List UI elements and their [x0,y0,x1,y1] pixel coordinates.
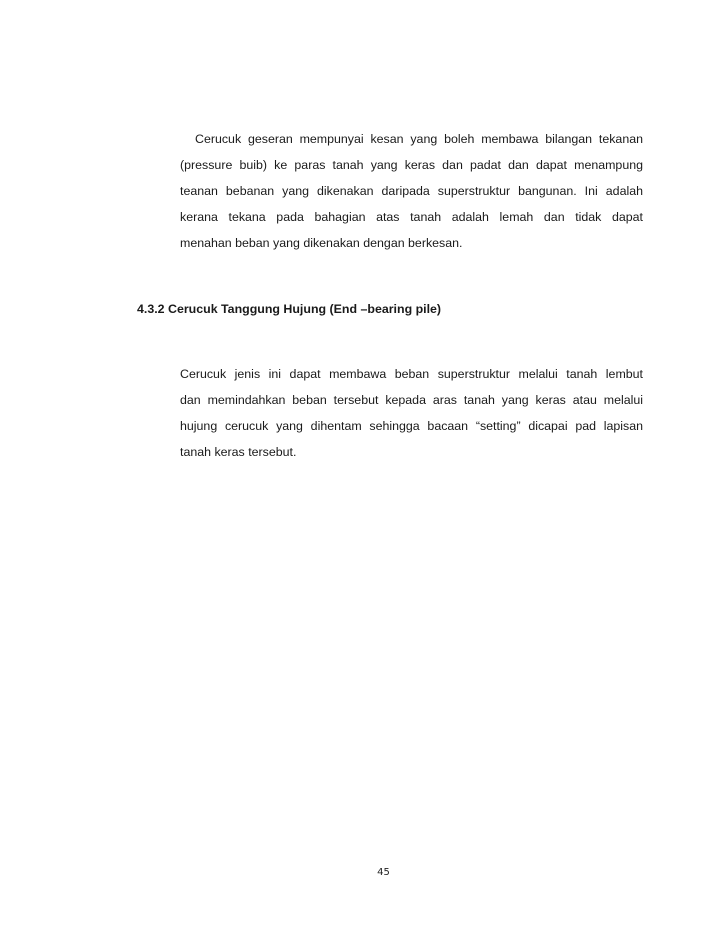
paragraph-line: Cerucuk jenis ini dapat membawa beban superstruktur melalui tanah lembut [180,367,643,381]
paragraph-line: menahan beban yang dikenakan dengan berkesan. [180,236,463,250]
page-number: 45 [377,867,390,878]
paragraph-line: Cerucuk geseran mempunyai kesan yang boleh membawa bilangan tekanan [195,132,643,146]
section-heading: 4.3.2 Cerucuk Tanggung Hujung (End –bearing pile) [137,302,442,316]
paragraph-line: hujung cerucuk yang dihentam sehingga bacaan “setting” dicapai pad lapisan [180,419,643,433]
paragraph-line: (pressure buib) ke paras tanah yang keras dan padat dan dapat menampung [180,158,643,172]
paragraph-line: dan memindahkan beban tersebut kepada aras tanah yang keras atau melalui [180,393,643,407]
paragraph-line: kerana tekana pada bahagian atas tanah adalah lemah dan tidak dapat [180,210,643,224]
paragraph-line: tanah keras tersebut. [180,445,297,459]
paragraph-line: teanan bebanan yang dikenakan daripada superstruktur bangunan. Ini adalah [180,184,643,198]
paragraph-friction-pile [180,126,643,256]
paragraph-end-bearing-pile [180,361,643,465]
